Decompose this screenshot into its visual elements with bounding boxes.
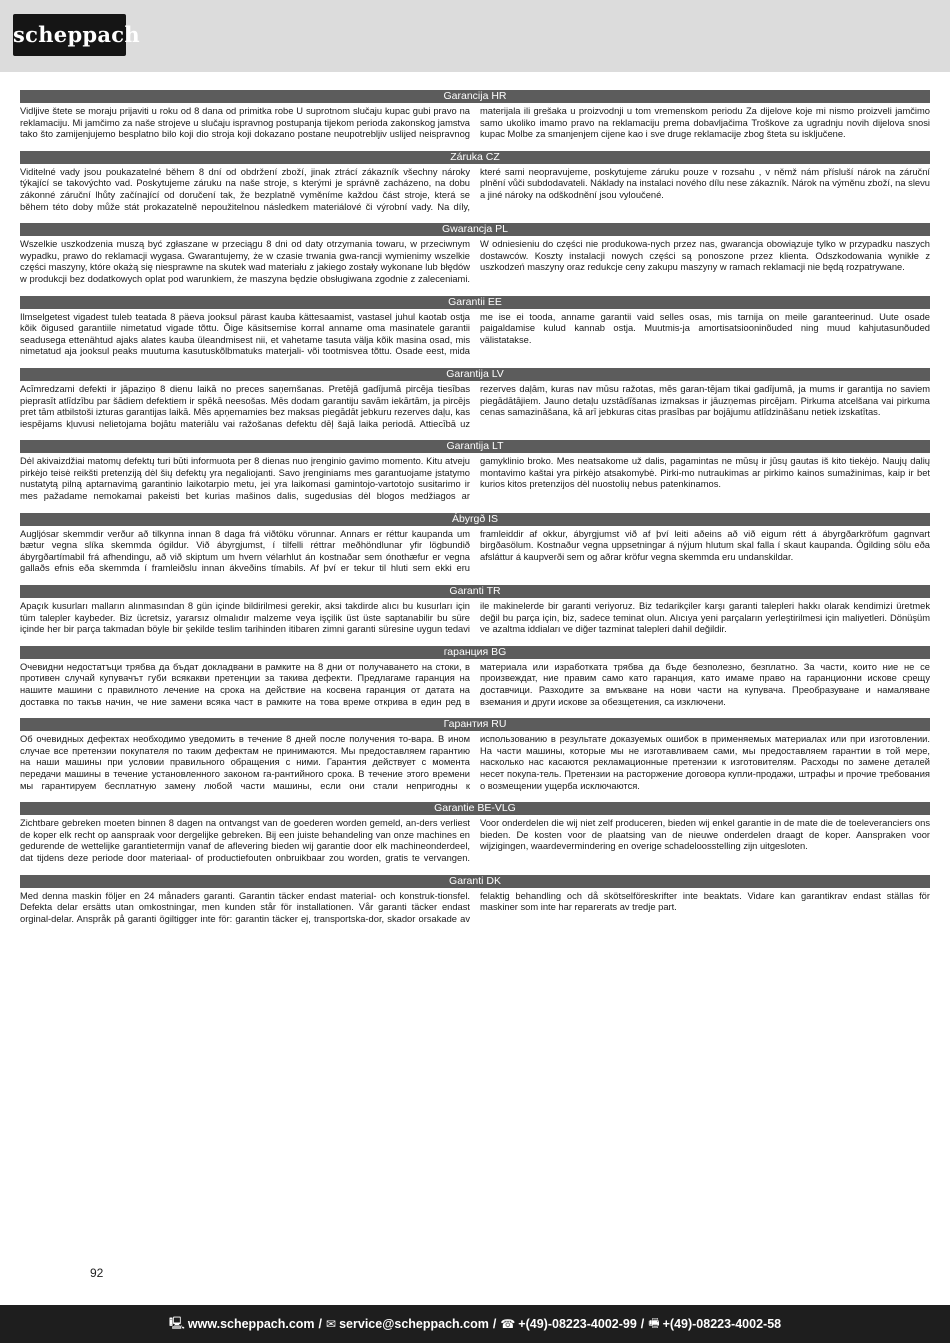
page-header: [0, 0, 950, 72]
section-title: Gwarancja PL: [20, 223, 930, 236]
warranty-content: [20, 90, 930, 935]
section-title: Ábyrgð IS: [20, 513, 930, 526]
section-title: Garantija LV: [20, 368, 930, 381]
telephone-icon: ☎: [500, 1317, 516, 1331]
phone-number[interactable]: +(49)-08223-4002-99: [518, 1317, 637, 1331]
section-text: Viditelné vady jsou poukazatelné během 8 dní od obdržení zboží, jinak ztrácí zákazník všechny nároky týkající se takovýchto vad. Poskytujeme záruku na naše stroje, s kterými je správně zacházeno, na dobu zákonné záruční lhůty začínající od doručení tak, že bezplatně vyměníme každou část stroje, která se během této doby může stát prokazatelně nepoužitelnou následkem materiálové či výrobní vady. Na díly, které sami neopravujeme, poskytujeme záruku pouze v rozsahu , v němž nám přísluší nárok na záruční plnění vůči subdodavateli. Náklady na instalaci nového dílu nese zákazník. Nárok na výměnu zboží, na slevu a jiné nároky na odškodnění jsou vyloučené.: [20, 166, 930, 212]
warranty-section-is: [20, 513, 930, 575]
warranty-section-dk: [20, 875, 930, 926]
envelope-icon: ✉: [326, 1317, 337, 1331]
website-link[interactable]: www.scheppach.com: [187, 1317, 315, 1331]
section-title: Záruka CZ: [20, 151, 930, 164]
page-number: 92: [90, 1266, 104, 1280]
warranty-section-tr: [20, 585, 930, 636]
footer-separator: /: [640, 1317, 645, 1331]
computer-icon: 🖳: [168, 1315, 185, 1330]
fax-number: +(49)-08223-4002-58: [662, 1317, 782, 1331]
section-text: Очевидни недостатъци трябва да бъдат докладвани в рамките на 8 дни от получаването на стоки, в противен случай купувачът губи всякакви претенции за такива дефекти. Предлагаме гаранция на нашите машини с правилното лечение на срока на действие на косвена гаранция от датата на доставка по такъв начин, че ние замени всяка част в рамките на това време открива в един ред в материала или изработката трябва да бъде безполезно, безплатно. За части, които ние не се произвеждат, ние правим само като гаранция, като имаме право на гаранционни искове срещу доставчици. Разходите за вмъкване на нови части на купувача. Преобразуване и намаляване вземания и други искове за обезщетения, са изключени.: [20, 661, 930, 707]
section-text: Apaçık kusurları malların alınmasından 8 gün içinde bildirilmesi gerekir, aksi takdirde alıcı bu kusurları için tüm talepler kaybeder. Biz ücretsiz, yararsız olmalıdır malzeme veya işçilik üst üste saptanabilir bu süre içinde her bir parça takmadan böyle bir şekilde teslim tarihinden itibaren zimni garanti süresine uygun tedavi ile makinelerde bir garanti veriyoruz. Biz tedarikçiler karşı garanti talepleri hakkı olarak kendimizi üretmek değil bu parça için, biz, sadece teminat olun. Alıcıya yeni parçaların yerleştirilmesi için maliyetleri. Dönüşüm ve azaltma iddiaları ve diğer tazminat talepleri dahil değildir.: [20, 601, 930, 635]
section-title: Garantii EE: [20, 296, 930, 309]
contact-footer: [0, 1305, 950, 1343]
section-title: Garanti DK: [20, 875, 930, 888]
section-text: Zichtbare gebreken moeten binnen 8 dagen na ontvangst van de goederen worden gemeld, an-ders verliest de koper elk recht op aanspraak voor dergelijke gebreken. Bij een juiste behandeling van onze machines en gedurende de wettelijke garantietermijn vanaf de aflevering bieden wij garantie door elk machineonderdeel, dat tijdens deze periode door materiaal- of productiefouten onbruikbaar zou worden, gratis te vervangen. Voor onderdelen die wij niet zelf produceren, bieden wij enkel garantie in de mate die de toeleveranciers ons bieden. De kosten voor de plaatsing van de nieuwe onderdelen draagt de koper. Aanspraken voor wijzigingen, waardevermindering en overige schadeloosstelling zijn uitgesloten.: [20, 818, 930, 863]
section-text: Ilmselgetest vigadest tuleb teatada 8 päeva jooksul pärast kauba kättesaamist, vastasel juhul kaotab ostja kõik õigused garantiile nimetatud vigade tõttu. Õige käsitsemise korral anname oma masinatele garantii seadusega ettenähtud ajaks alates kauba üleandmisest nii, et vahetame tasuta välja kõik masina osad, mis nimetatud aja jooksul peaks muutuma kasutuskõlbmatuks materjali- või tootmisvea tõttu. Osade eest, mida me ise ei tooda, anname garantii vaid selles osas, mis tarnija on meile garanteerinud. Uute osade paigaldamise kulud kannab ostja. Muutmis-ja amortisatsiooninõuded ning muud kahjutasunõuded välistatakse.: [20, 311, 930, 357]
warranty-section-cz: [20, 151, 930, 213]
section-text: Dėl akivaizdžiai matomų defektų turi būti informuota per 8 dienas nuo įrenginio gavimo momento. Kitu atveju pirkėjo teisė reikšti pretenziją dėl šių defektų yra negaliojanti. Savo įrenginiams mes garantuojame įstatymo nustatytą pilną aptarnavimą garantinio laikotarpio metu, jei yra laikomasi gamintojo-vartotojo susitarimo ir mes pažadame nemokamai pakeisti bet kurias mašinos dalis, sugedusias dėl blogos medžiagos ar gamyklinio broko. Mes neatsakome už dalis, pagamintas ne mūsų ir jūsų gautas iš kito tiekėjo. Naujų dalių montavimo kaštai yra pirkėjo atsakomybė. Pirki-mo nutraukimas ar pirkimo kainos sumažinimas, kaip ir bet kurios kitos pretenzijos dėl nuostolių nebus patenkinamos.: [20, 456, 930, 502]
warranty-section-bg: [20, 646, 930, 708]
warranty-section-be-vlg: [20, 802, 930, 864]
section-text: Wszelkie uszkodzenia muszą być zgłaszane w przeciągu 8 dni od daty otrzymania towaru, w przeciwnym wypadku, prawo do reklamacji wygasa. Gwarantujemy, że w czasie trwania gwa-rancji wymienimy wszelkie części maszyny, które okażą się niesprawne na skutek wad materiału z jakiego zostały wykonane lub błędów w produkcji bez dodatkowych oplat pod warunkiem, że maszyna będzie obsługiwana zgodnie z zaleceniami. W odniesieniu do części nie produkowa-nych przez nas, gwarancja obowiązuje tylko w przypadku naszych dostawców. Koszty instalacji nowych części są ponoszone przez klienta. Odszkodowania wynikłe z uszkodzeń maszyny oraz redukcje ceny zakupu maszyny w ramach reklamacji nie będą rozpatrywane.: [20, 239, 930, 284]
warranty-section-pl: [20, 223, 930, 285]
scheppach-logo: scheppach: [13, 14, 126, 56]
fax-icon: 🖷: [648, 1315, 660, 1330]
section-title: Garantie BE-VLG: [20, 802, 930, 815]
section-title: Garancija HR: [20, 90, 930, 103]
warranty-section-ee: [20, 296, 930, 358]
section-text: Augljósar skemmdir verður að tilkynna innan 8 daga frá viðtöku vörunnar. Annars er réttur kaupanda um bætur vegna slíka skemmda ógildur. Við ábyrgjumst, í tilfelli réttrar meðhöndlunar yfir lögbundið ábyrgðartímabil frá afhendingu, að við skiptum um hvern vélarhlut án kostnaðar sem ónothæfur er vegna gallaðs efnis eða skemmda í framleiðslu innan ákveðins tímabils. Af því er tekur til hluti sem ekki eru framleiddir af okkur, ábyrgjumst við af því leiti aðeins að við eigum rétt á ábyrgðarkröfum gagnvart birgðasölum. Kostnaður vegna uppsetningar á nýjum hlutum skal falla í skaut kaupanda. Ógilding sölu eða afsláttur á kaupverði sem og aðrar kröfur vegna skemmda eru undanskildar.: [20, 528, 930, 574]
section-title: гаранция BG: [20, 646, 930, 659]
warranty-section-lt: [20, 440, 930, 502]
warranty-section-lv: [20, 368, 930, 430]
section-text: Vidljive štete se moraju prijaviti u roku od 8 dana od primitka robe U suprotnom slučaju kupac gubi pravo na reklamaciju. Mi jamčimo za naše strojeve u slučaju ispravnog postupanja tijekom perioda zakonskog jamstva tako što zamijenjujemo besplatno bilo koji dio stroja koji dokazano postane neupotrebljiv uslijed neispravnog materijala ili grešaka u proizvodnji u tom vremenskom periodu Za dijelove koje mi nismo proizveli jamčimo samo ukoliko imamo pravo na reklamaciju prema dobavljačima Troškove za ugradnju novih dijelova snosi kupac Molbe za smanjenjem cijene kao i sve druge reklamacije zbog šteta su isključene.: [20, 106, 930, 140]
warranty-section-ru: [20, 718, 930, 792]
section-text: Med denna maskin följer en 24 månaders garanti. Garantin täcker endast material- och konstruk-tionsfel. Defekta delar ersätts utan omkostningar, men kunden står för installationen. Vår garanti täcker endast orginal-delar. Anspråk på garanti ögiltigger inte för: garantin täcker ej, transportska-dor, skador orsakade av felaktig behandling och då skötselföreskrifter inte beaktats. Vidare kan garantikrav endast ställas för maskiner som inte har reparerats av tredje part.: [20, 890, 930, 924]
section-title: Garantija LT: [20, 440, 930, 453]
section-title: Гарантия RU: [20, 718, 930, 731]
footer-separator: /: [318, 1317, 323, 1331]
section-text: Acīmredzami defekti ir jāpaziņo 8 dienu laikā no preces saņemšanas. Pretējā gadījumā pircēja tiesības pieprasīt atlīdzību par šādiem defektiem ir spēkā neesošas. Mēs dodam garantiju savām iekārtām, ja pircējs pret tām atbilstoši izturas garantijas laikā. Mēs apņemamies bez maksas piegādāt jebkuru rezerves daļu, kas iespējams kļuvusi nelietojama bojātu materiālu vai ražošanas defektu dēļ šajā laika periodā. Attiecībā uz rezerves daļām, kuras nav mūsu ražotas, mēs garan-tējam tikai gadījumā, ja mums ir garantija no saviem piegādātājiem. Jauno detaļu uzstādīšanas izmaksas ir jāuzņemas pircējam. Pirkuma atcelšana vai pirkuma cenas samazināšana, kā arī jebkuras citas prasības par bojājumu atlīdzināšanu netiek izskatītas.: [20, 383, 930, 429]
section-title: Garanti TR: [20, 585, 930, 598]
footer-separator: /: [492, 1317, 497, 1331]
warranty-section-hr: [20, 90, 930, 141]
email-link[interactable]: service@scheppach.com: [339, 1317, 489, 1331]
section-text: Об очевидных дефектах необходимо уведомить в течение 8 дней после получения то-вара. В ином случае все претензии покупателя по таким дефектам не принимаются. Мы предоставляем гарантию на наши машины при условии правильного обращения с ними. Гарантия действует с момента передачи машины в течение установленного законом га-рантийного срока. В течение этого времени мы гарантируем бесплатную замену любой части машины, если они стали непригодны к использованию в результате доказуемых ошибок в применяемых материалах или при изготовлении. На части машины, которые мы не изготавливаем сами, мы предоставляем гарантии в той мере, насколько нас касаются рекламационные претензии к изготовителям. Расходы по замене деталей несет покупа-тель. Претензии на расторжение договора купли-продажи, штрафы и прочие требования о возмещении ущерба исключаются.: [20, 734, 930, 791]
